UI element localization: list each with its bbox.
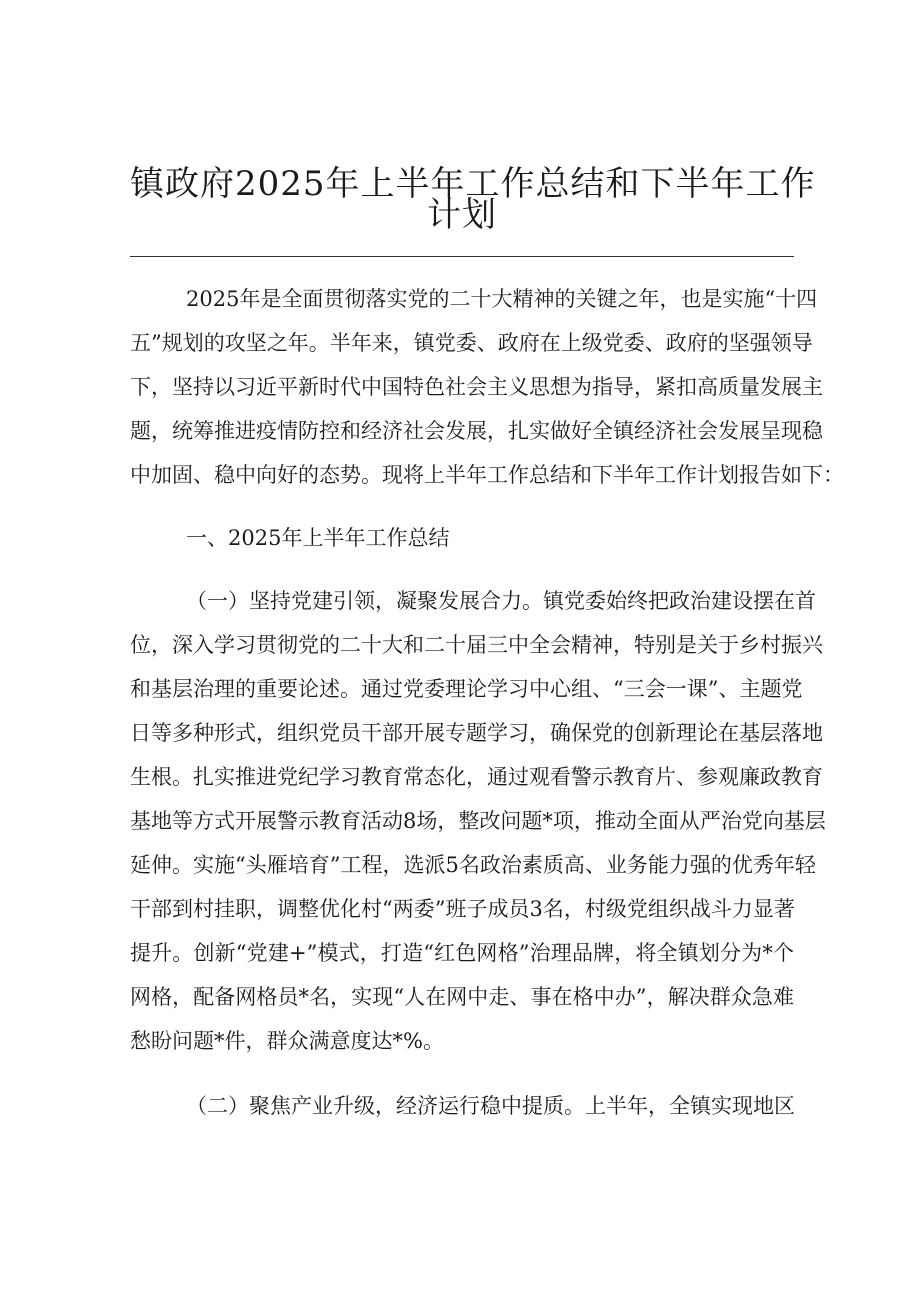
intro-line: 题，统筹推进疫情防控和经济社会发展，扎实做好全镇经济社会发展呈现稳 bbox=[130, 419, 823, 443]
part1-line: 网格，配备网格员*名，实现“人在网中走、事在格中办”，解决群众急难 bbox=[130, 985, 794, 1009]
part1-line: 日等多种形式，组织党员干部开展专题学习，确保党的创新理论在基层落地 bbox=[130, 721, 823, 745]
section-heading: 一、2025年上半年工作总结 bbox=[186, 526, 450, 550]
intro-line: 下，坚持以习近平新时代中国特色社会主义思想为指导，紧扣高质量发展主 bbox=[130, 375, 823, 399]
part1-line: 位，深入学习贯彻党的二十大和二十届三中全会精神，特别是关于乡村振兴 bbox=[130, 633, 823, 657]
intro-line: 2025年是全面贯彻落实党的二十大精神的关键之年，也是实施“十四 bbox=[186, 287, 818, 311]
title-underline-divider bbox=[130, 256, 794, 257]
part1-line: 延伸。实施“头雁培育”工程，选派5名政治素质高、业务能力强的优秀年轻 bbox=[130, 853, 816, 877]
intro-line: 五”规划的攻坚之年。半年来，镇党委、政府在上级党委、政府的坚强领导 bbox=[130, 331, 813, 355]
part1-line: 提升。创新“党建+”模式，打造“红色网格”治理品牌，将全镇划分为*个 bbox=[130, 941, 794, 965]
intro-line: 中加固、稳中向好的态势。现将上半年工作总结和下半年工作计划报告如下： bbox=[130, 463, 844, 487]
part1-line: 基地等方式开展警示教育活动8场，整改问题*项，推动全面从严治党向基层 bbox=[130, 809, 826, 833]
part2-line: （二）聚焦产业升级，经济运行稳中提质。上半年，全镇实现地区 bbox=[186, 1094, 795, 1118]
document-title-line-2: 计划 bbox=[427, 195, 497, 235]
part1-line: 生根。扎实推进党纪学习教育常态化，通过观看警示教育片、参观廉政教育 bbox=[130, 765, 823, 789]
part1-line: 愁盼问题*件，群众满意度达*%。 bbox=[130, 1029, 444, 1053]
part1-line: 和基层治理的重要论述。通过党委理论学习中心组、“三会一课”、主题党 bbox=[130, 677, 803, 701]
document-title-line-1: 镇政府2025年上半年工作总结和下半年工作 bbox=[130, 164, 816, 204]
part1-line: （一）坚持党建引领，凝聚发展合力。镇党委始终把政治建设摆在首 bbox=[186, 589, 816, 613]
part1-line: 干部到村挂职，调整优化村“两委”班子成员3名，村级党组织战斗力显著 bbox=[130, 897, 795, 921]
